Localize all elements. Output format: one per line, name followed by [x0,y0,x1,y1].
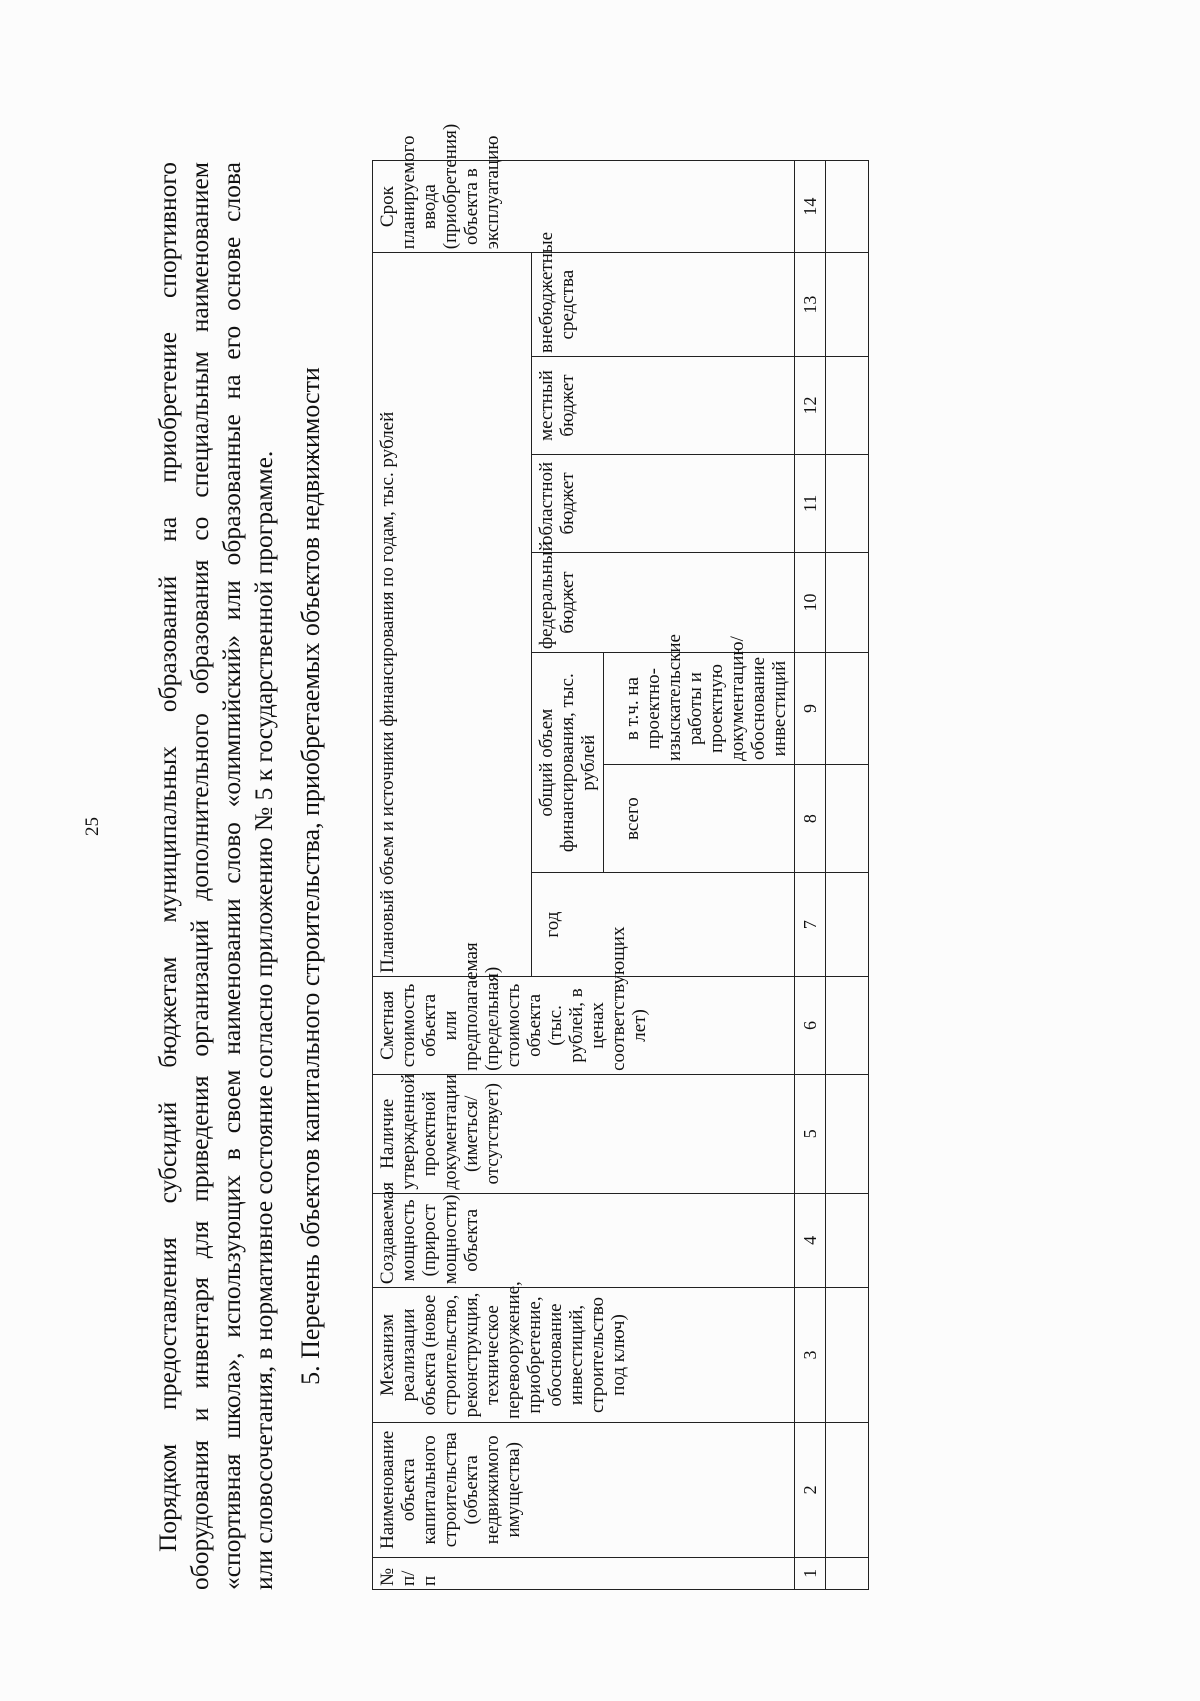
empty-cell [826,653,869,765]
empty-cell [826,357,869,455]
intro-line-3: «спортивная школа», использующих в своем наименовании слово «олимпийский» или образованные на его основе слова [217,162,246,1590]
column-number: 12 [795,357,826,455]
empty-cell [826,873,869,977]
column-number: 5 [795,1074,826,1193]
column-number: 8 [795,764,826,872]
section-title: 5. Перечень объектов капитального строительства, приобретаемых объектов недвижимости [296,367,325,1385]
empty-cell [826,454,869,552]
header-mechanism: Механизм реализации объекта (новое строительство, реконструкция, техническое перевооружение, приобретение, обоснование инвестиций, строительство под ключ) [373,1288,795,1423]
column-number: 13 [795,253,826,357]
column-number: 7 [795,873,826,977]
column-number: 9 [795,653,826,765]
header-object-name: Наименование объекта капитального строительства (объекта недвижимого имущества) [373,1422,795,1557]
empty-cell [826,253,869,357]
empty-cell [826,1074,869,1193]
intro-line-1: Порядком предоставления субсидий бюджетам муниципальных образований на приобретение спортивного [153,162,182,1552]
column-number: 11 [795,454,826,552]
header-design-works: в т.ч. на проектно-изыскательские работы и проектную документацию/обоснование инвестиций [604,653,795,765]
header-number: № п/п [373,1557,795,1589]
empty-cell [826,976,869,1074]
intro-paragraph [152,162,280,1590]
capital-objects-table [372,123,869,1590]
header-extrabudgetary: внебюджетные средства [532,253,795,357]
header-year: год [532,873,795,977]
intro-line-2: оборудования и инвентаря для приведения организаций дополнительного образования со специальным наименованием [185,162,214,1590]
rotated-page-content [152,110,1200,1590]
empty-cell [826,552,869,652]
page-number: 25 [82,817,103,836]
column-number: 4 [795,1193,826,1287]
empty-cell [826,1193,869,1287]
column-number: 1 [795,1557,826,1589]
empty-data-row [826,161,869,1590]
header-financing-group: Плановый объем и источники финансирования по годам, тыс. рублей [373,253,532,977]
empty-cell [826,1557,869,1589]
column-number: 14 [795,161,826,253]
intro-line-4: или словосочетания, в нормативное состояние согласно приложению № 5 к государственной программе. [249,450,278,1590]
header-capacity: Создаваемая мощность (прирост мощности) объекта [373,1193,795,1287]
empty-cell [826,161,869,253]
empty-cell [826,1288,869,1423]
header-local-budget: местный бюджет [532,357,795,455]
column-number: 6 [795,976,826,1074]
column-number: 3 [795,1288,826,1423]
header-commissioning-date: Срок планируемого ввода (приобретения) объекта в эксплуатацию [373,161,795,253]
header-estimated-cost: Сметная стоимость объекта или предполагаемая (предельная) стоимость объекта (тыс. рублей, в ценах соответствующих лет) [373,976,795,1074]
header-total-financing: общий объем финансирования, тыс. рублей [532,653,604,873]
column-number: 10 [795,552,826,652]
header-federal-budget: федеральный бюджет [532,552,795,652]
header-total: всего [604,764,795,872]
column-number-row [795,161,826,1590]
header-regional-budget: областной бюджет [532,454,795,552]
column-number: 2 [795,1422,826,1557]
empty-cell [826,1422,869,1557]
header-project-docs: Наличие утвержденной проектной документации (иметься/отсутствует) [373,1074,795,1193]
empty-cell [826,764,869,872]
header-row-1 [373,161,532,1590]
